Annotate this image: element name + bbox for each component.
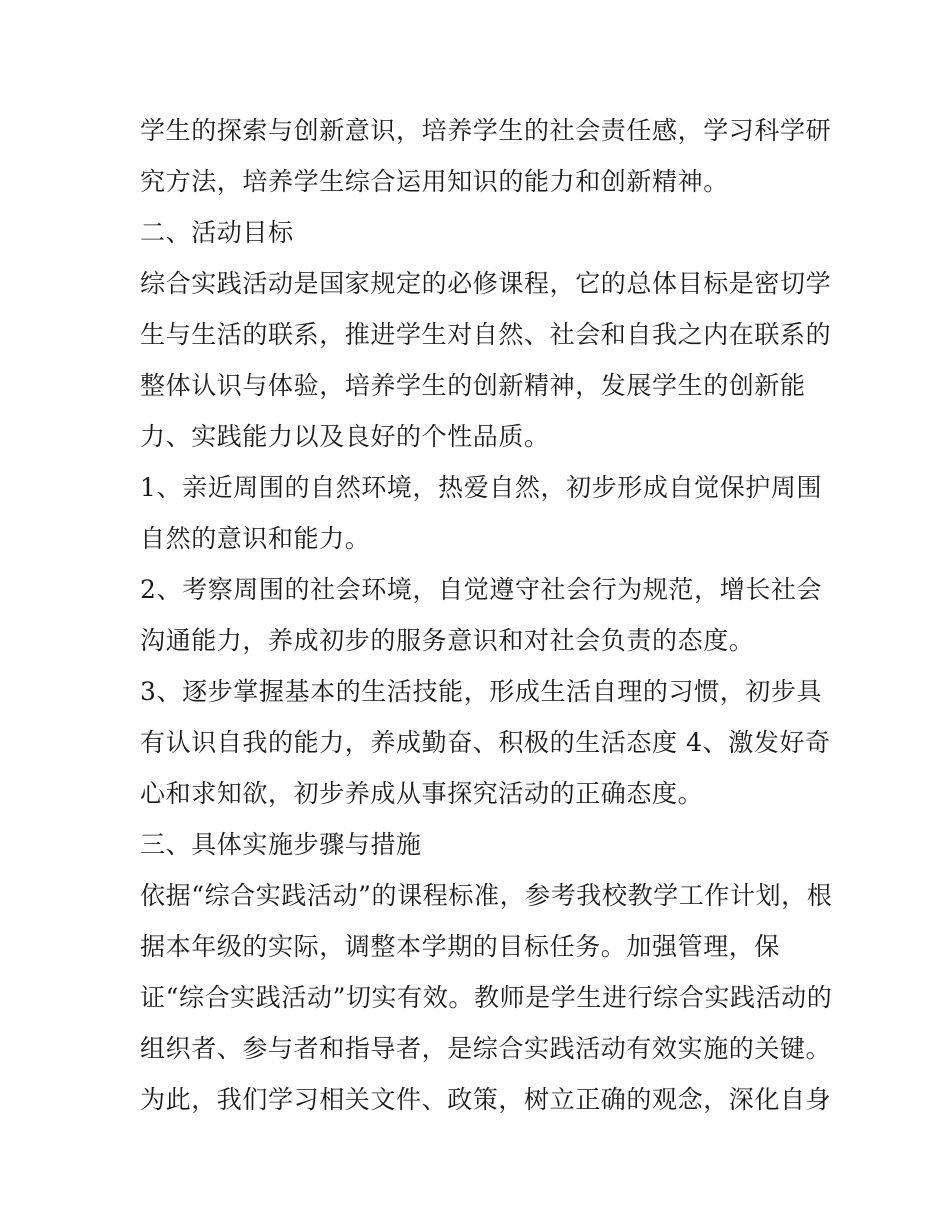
text-line: 生与生活的联系，推进学生对自然、社会和自我之内在联系的 [140,320,832,349]
list-item-line: 1、亲近周围的自然环境，热爱自然，初步形成自觉保护周围 [140,473,823,502]
list-item-line: 有认识自我的能力，养成勤奋、积极的生活态度 4、激发好奇 [140,728,831,757]
text-line: 整体认识与体验，培养学生的创新精神，发展学生的创新能 [140,371,806,400]
list-item-line: 3、逐步掌握基本的生活技能，形成生活自理的习惯，初步具 [140,677,823,706]
section-heading: 二、活动目标 [140,218,294,247]
text-line: 综合实践活动是国家规定的必修课程，它的总体目标是密切学 [140,269,832,298]
list-item-line: 心和求知欲，初步养成从事探究活动的正确态度。 [140,779,704,808]
document-body [140,105,833,1125]
list-item-line: 沟通能力，养成初步的服务意识和对社会负责的态度。 [140,626,755,655]
text-line: 力、实践能力以及良好的个性品质。 [140,422,550,451]
section-heading: 三、具体实施步骤与措施 [140,830,422,859]
text-line: 组织者、参与者和指导者，是综合实践活动有效实施的关键。 [140,1034,832,1063]
text-line: 据本年级的实际，调整本学期的目标任务。加强管理，保 [140,932,781,961]
text-line: 依据“综合实践活动”的课程标准，参考我校教学工作计划，根 [140,881,833,910]
list-item-line: 自然的意识和能力。 [140,524,371,553]
text-line: 学生的探索与创新意识，培养学生的社会责任感，学习科学研 [140,116,832,145]
text-line: 证“综合实践活动”切实有效。教师是学生进行综合实践活动的 [140,983,833,1012]
text-line: 究方法，培养学生综合运用知识的能力和创新精神。 [140,167,729,196]
list-item-line: 2、考察周围的社会环境，自觉遵守社会行为规范，增长社会 [140,575,823,604]
text-line: 为此，我们学习相关文件、政策，树立正确的观念，深化自身 [140,1085,832,1114]
